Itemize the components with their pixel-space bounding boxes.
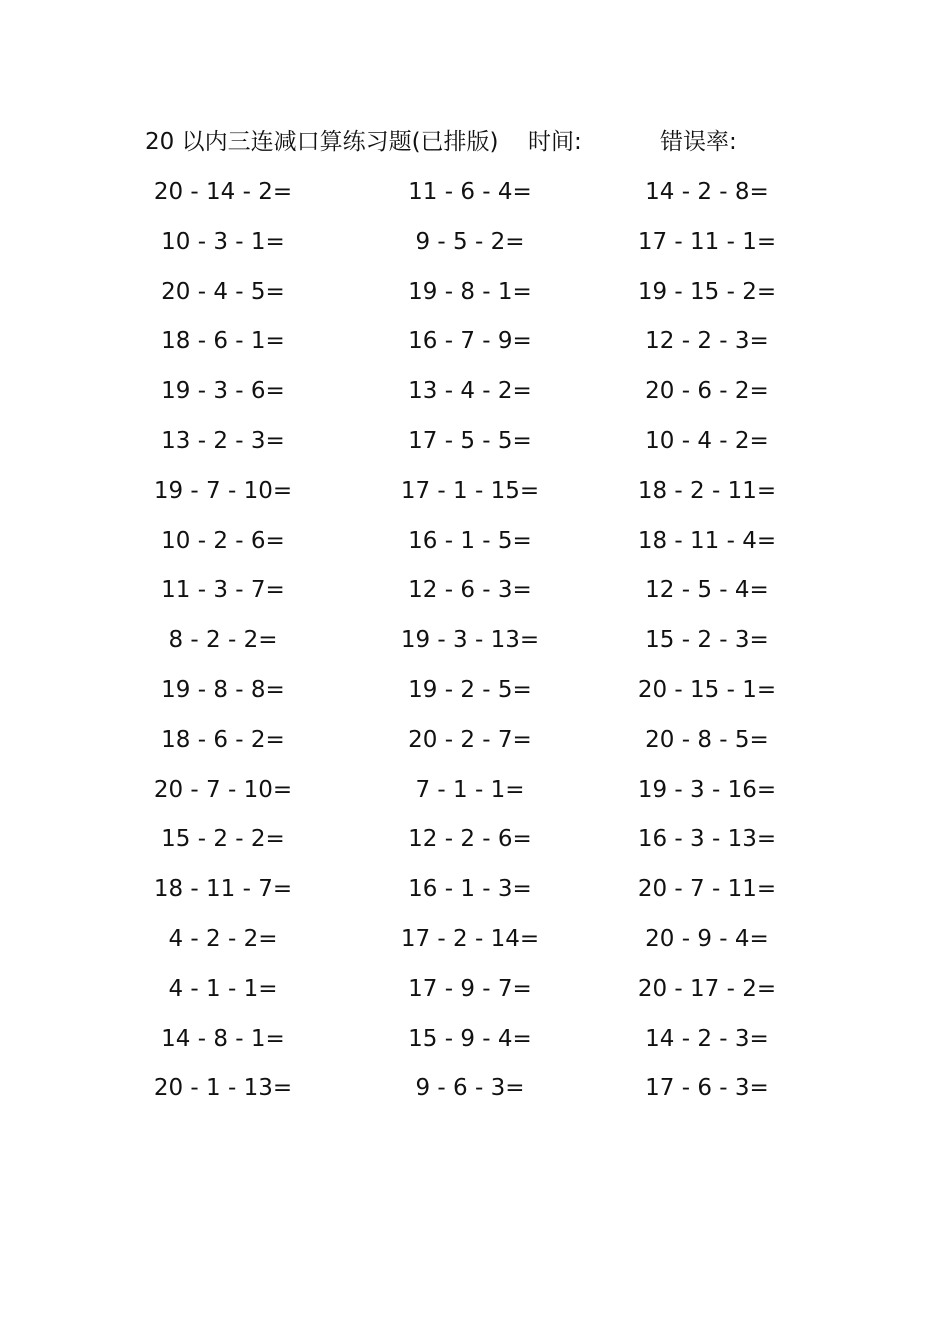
problem-item: 19 - 2 - 5=	[408, 676, 532, 703]
problem-item: 4 - 2 - 2=	[168, 925, 278, 952]
problem-item: 15 - 2 - 3=	[645, 627, 769, 654]
problem-item: 11 - 6 - 4=	[408, 179, 532, 205]
problem-item: 9 - 5 - 2=	[415, 228, 525, 255]
problem-item: 13 - 2 - 3=	[161, 427, 285, 454]
problem-item: 10 - 3 - 1=	[161, 228, 285, 255]
problem-item: 17 - 1 - 15=	[400, 477, 540, 504]
page-title: 20 以内三连减口算练习题(已排版)	[145, 129, 499, 155]
worksheet-header	[145, 124, 845, 160]
problem-item: 20 - 1 - 13=	[153, 1075, 293, 1102]
problem-item: 16 - 1 - 5=	[408, 527, 532, 554]
problem-row	[0, 670, 950, 720]
problem-item: 18 - 6 - 1=	[161, 328, 285, 355]
problem-item: 16 - 3 - 13=	[637, 826, 777, 853]
problem-item: 8 - 2 - 2=	[168, 627, 278, 654]
problem-row	[0, 969, 950, 1019]
problem-row	[0, 919, 950, 969]
problem-item: 12 - 5 - 4=	[645, 577, 769, 604]
problem-item: 4 - 1 - 1=	[168, 975, 278, 1002]
problem-item: 19 - 8 - 1=	[408, 278, 532, 305]
problem-row	[0, 371, 950, 421]
time-label: 时间:	[528, 129, 582, 155]
problem-item: 18 - 6 - 2=	[161, 726, 285, 753]
problem-item: 10 - 2 - 6=	[161, 527, 285, 554]
problem-item: 20 - 9 - 4=	[645, 925, 769, 952]
problem-item: 12 - 2 - 6=	[408, 826, 532, 853]
problem-item: 20 - 7 - 11=	[637, 876, 777, 903]
problem-item: 10 - 4 - 2=	[645, 427, 769, 454]
problem-item: 19 - 3 - 16=	[637, 776, 777, 803]
problem-row	[0, 720, 950, 770]
problem-item: 18 - 11 - 4=	[637, 527, 777, 554]
problem-item: 17 - 5 - 5=	[408, 427, 532, 454]
problem-row	[0, 471, 950, 521]
problem-item: 19 - 7 - 10=	[153, 477, 293, 504]
problem-item: 20 - 2 - 7=	[408, 726, 532, 753]
problem-item: 14 - 2 - 3=	[645, 1025, 769, 1052]
problem-item: 12 - 6 - 3=	[408, 577, 532, 604]
problem-row	[0, 1019, 950, 1069]
problem-row	[0, 272, 950, 322]
problem-item: 16 - 7 - 9=	[408, 328, 532, 355]
problem-row	[0, 521, 950, 571]
problem-row	[0, 620, 950, 670]
problem-item: 20 - 4 - 5=	[161, 278, 285, 305]
problem-row	[0, 1068, 950, 1118]
problem-row	[0, 321, 950, 371]
problem-row	[0, 172, 950, 222]
problem-item: 14 - 2 - 8=	[645, 179, 769, 205]
problem-item: 17 - 2 - 14=	[400, 925, 540, 952]
problem-item: 18 - 2 - 11=	[637, 477, 777, 504]
problem-row	[0, 570, 950, 620]
problem-row	[0, 770, 950, 820]
problem-grid	[0, 172, 950, 1118]
problem-row	[0, 222, 950, 272]
problem-item: 13 - 4 - 2=	[408, 378, 532, 405]
problem-item: 17 - 9 - 7=	[408, 975, 532, 1002]
problem-row	[0, 869, 950, 919]
problem-item: 20 - 14 - 2=	[153, 179, 293, 205]
problem-item: 20 - 15 - 1=	[637, 676, 777, 703]
problem-item: 19 - 3 - 13=	[400, 627, 540, 654]
problem-item: 19 - 8 - 8=	[161, 676, 285, 703]
problem-item: 11 - 3 - 7=	[161, 577, 285, 604]
problem-item: 20 - 7 - 10=	[153, 776, 293, 803]
problem-item: 17 - 11 - 1=	[637, 228, 777, 255]
problem-item: 16 - 1 - 3=	[408, 876, 532, 903]
problem-item: 15 - 9 - 4=	[408, 1025, 532, 1052]
problem-item: 9 - 6 - 3=	[415, 1075, 525, 1102]
problem-item: 14 - 8 - 1=	[161, 1025, 285, 1052]
error-rate-label: 错误率:	[660, 129, 737, 155]
problem-item: 20 - 8 - 5=	[645, 726, 769, 753]
problem-item: 20 - 6 - 2=	[645, 378, 769, 405]
problem-item: 18 - 11 - 7=	[153, 876, 293, 903]
problem-row	[0, 819, 950, 869]
problem-item: 12 - 2 - 3=	[645, 328, 769, 355]
problem-item: 17 - 6 - 3=	[645, 1075, 769, 1102]
problem-row	[0, 421, 950, 471]
problem-item: 20 - 17 - 2=	[637, 975, 777, 1002]
problem-item: 7 - 1 - 1=	[415, 776, 525, 803]
problem-item: 19 - 3 - 6=	[161, 378, 285, 405]
problem-item: 15 - 2 - 2=	[161, 826, 285, 853]
problem-item: 19 - 15 - 2=	[637, 278, 777, 305]
